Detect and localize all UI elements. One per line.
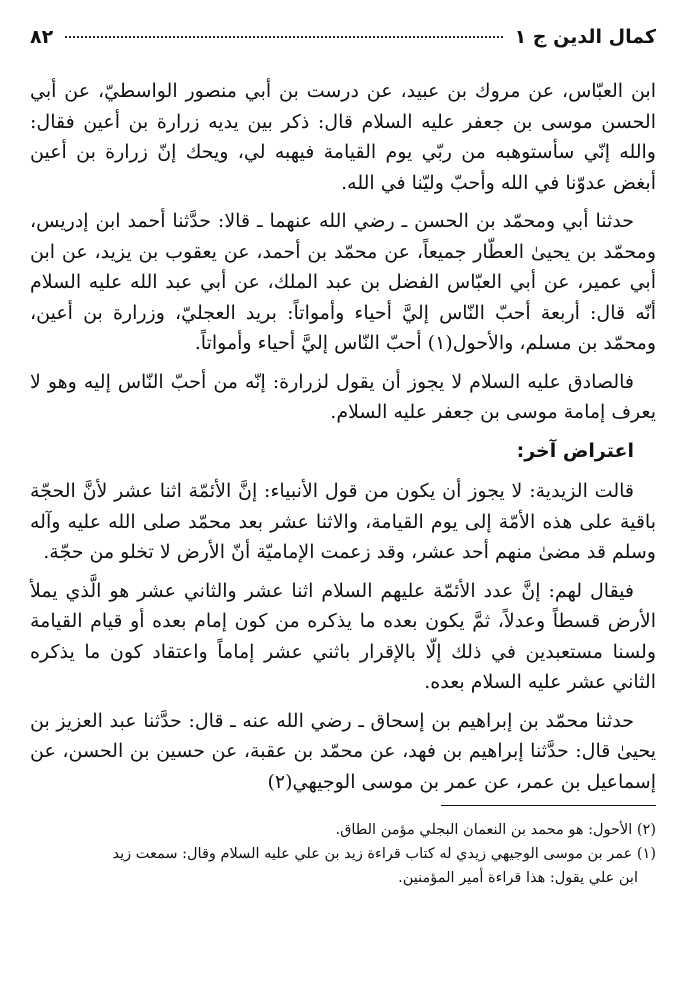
page-number: ٨٢ — [30, 26, 54, 48]
paragraph-5: فيقال لهم: إنَّ عدد الأئمّة عليهم السلام اثنا عشر والثاني عشر هو الَّذي يملأ الأرض قسطاً وعدلاً، ثمَّ يكون بعده ما يذكره من كون إمام بعده أو قيام القيامة ولسنا مستعبدين في ذلك إلّا بالإقرار باثني عشر إماماً واعتقاد كون ما يذكره الثاني عشر عليه السلام بعده. — [30, 579, 656, 693]
paragraph-1: ابن العبّاس، عن مروك بن عبيد، عن درست بن أبي منصور الواسطيّ، عن أبي الحسن موسى بن جعفر عليه السلام قال: ذكر بين يديه زرارة بن أعين فقال: والله إنّي سأستوهبه من ربّي يوم القيامة فيهبه لي، ويحك إنّ زرارة بن أعين أبغض عدوّنا في الله وأحبّ وليّنا في الله. — [30, 80, 656, 194]
book-page — [30, 26, 656, 890]
footnote-1: (١) عمر بن موسى الوجيهي زيدي له كتاب قراءة زيد بن علي عليه السلام وقال: سمعت زيد — [112, 846, 656, 862]
footnote-1-continued: ابن علي يقول: هذا قراءة أمير المؤمنين. — [398, 870, 638, 886]
book-title: كمال الدين ج ١ — [514, 26, 656, 48]
footnote-2: (٢) الأحول: هو محمد بن النعمان البجلي مؤمن الطاق. — [335, 822, 656, 838]
header-dot-leader — [65, 36, 502, 38]
paragraph-4: قالت الزيدية: لا يجوز أن يكون من قول الأنبياء: إنَّ الأئمّة اثنا عشر لأنَّ الحجّة باقية على هذه الأمّة إلى يوم القيامة، والاثنا عشر بعد محمّد صلى الله عليه وآله وسلم قد مضىٰ منهم أحد عشر، وقد زعمت الإماميّة أنّ الأرض لا تخلو من حجّة. — [30, 480, 656, 563]
paragraph-3: فالصادق عليه السلام لا يجوز أن يقول لزرارة: إنّه من أحبّ النّاس إليه وهو لا يعرف إمامة موسى بن جعفر عليه السلام. — [30, 370, 656, 423]
section-heading: اعتراض آخر: — [516, 439, 634, 462]
paragraph-6: حدثنا محمّد بن إبراهيم بن إسحاق ـ رضي الله عنه ـ قال: حدَّثنا عبد العزيز بن يحيىٰ قال: حدَّثنا إبراهيم بن فهد، عن محمّد بن عقبة، عن حسين بن الحسن، عن إسماعيل بن عمر، عن عمر بن موسى الوجيهي(٢) — [30, 709, 656, 793]
running-header — [30, 26, 656, 60]
main-text — [30, 76, 656, 797]
paragraph-2: حدثنا أبي ومحمّد بن الحسن ـ رضي الله عنهما ـ قالا: حدَّثنا أحمد ابن إدريس، ومحمّد بن يحيىٰ العطّار جميعاً، عن محمّد بن أحمد، عن يعقوب بن يزيد، عن ابن أبي عمير، عن أبي العبّاس الفضل بن عبد الملك، عن أبي عبد الله عليه السلام أنّه قال: أربعة أحبّ النّاس إليَّ أحياء وأمواتاً: بريد العجليّ، وزرارة بن أعين، ومحمّد بن مسلم، والأحول(١) أحبّ النّاس إليَّ أحياء وأمواتاً. — [30, 210, 656, 354]
footnote-separator — [441, 805, 656, 806]
footnotes — [30, 818, 656, 890]
